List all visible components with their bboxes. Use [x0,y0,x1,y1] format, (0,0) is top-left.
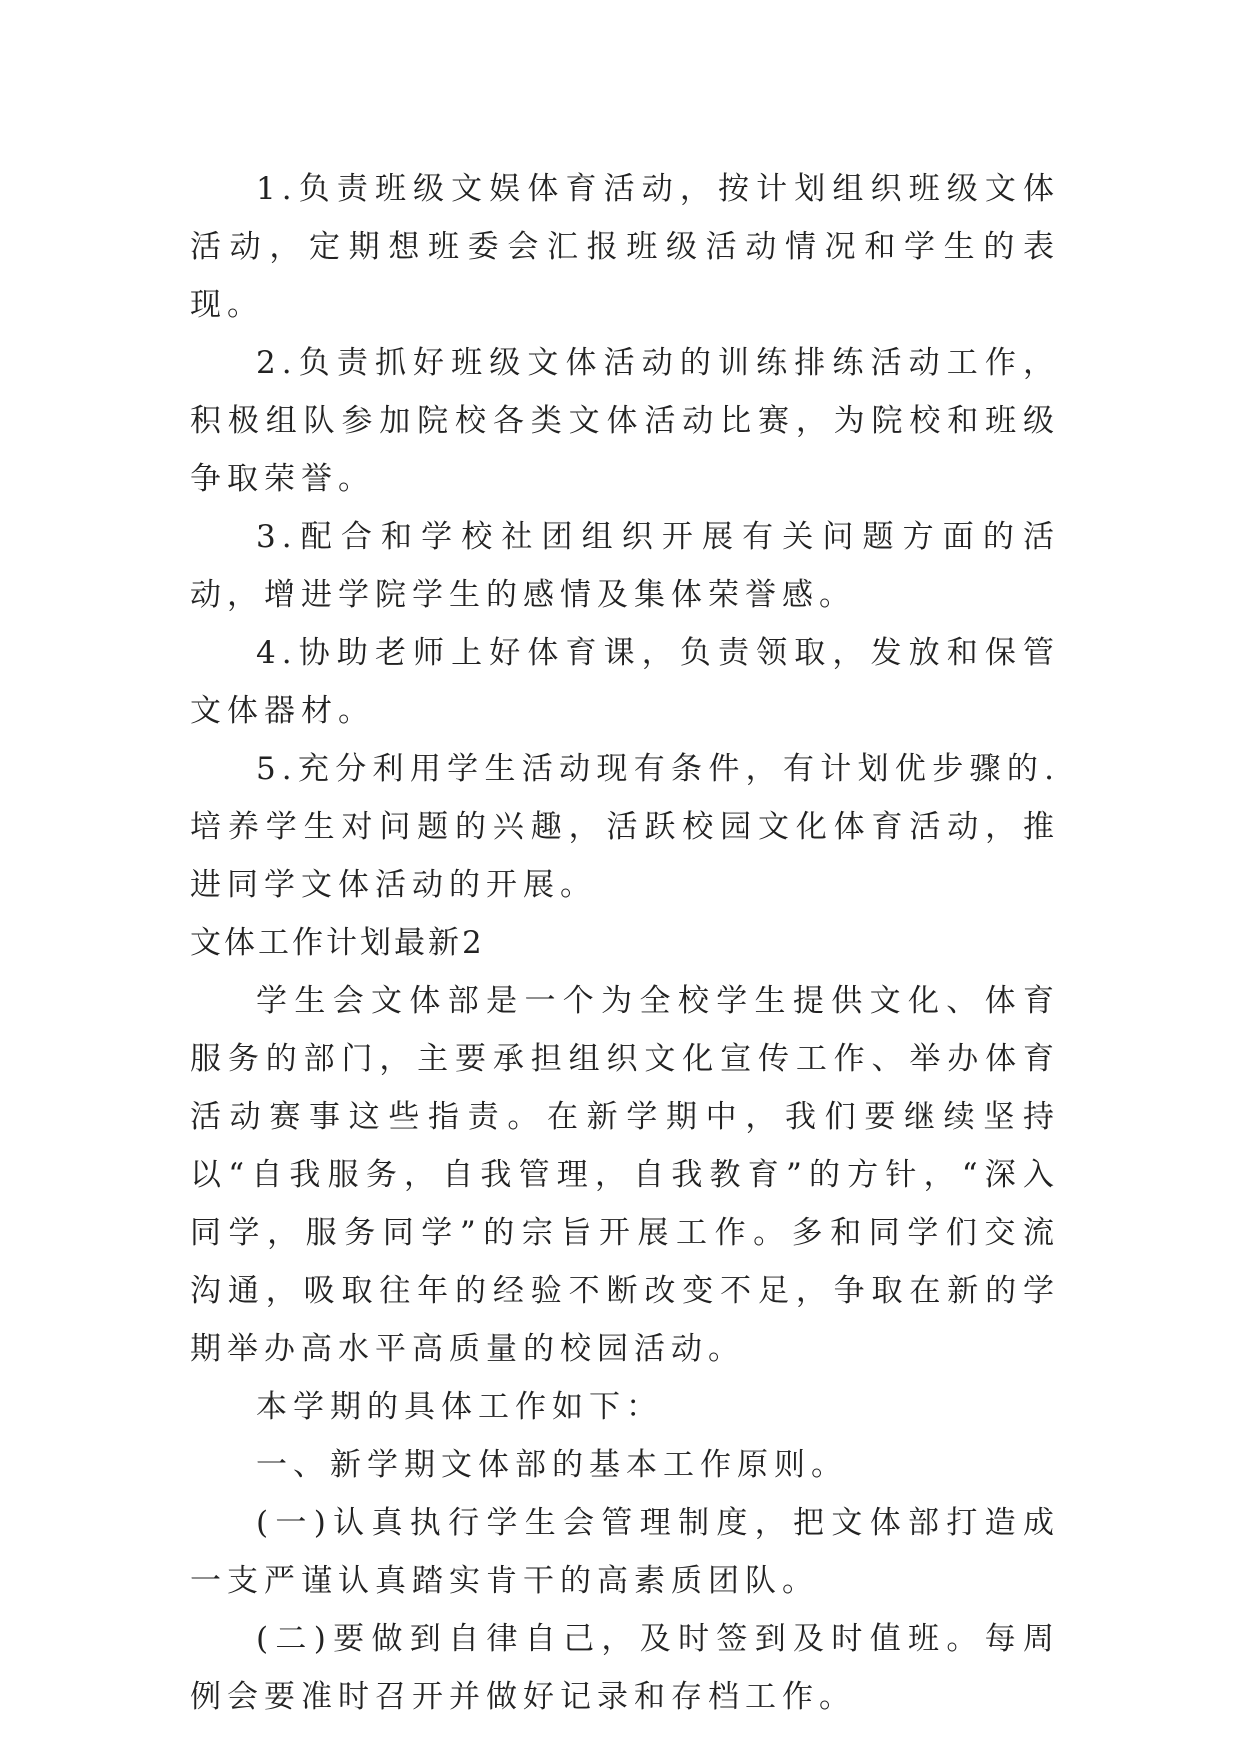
paragraph-duty-1: 1.负责班级文娱体育活动，按计划组织班级文体活动，定期想班委会汇报班级活动情况和学生的表现。 [190,171,1060,323]
paragraph-principles-title: 一、新学期文体部的基本工作原则。 [256,1447,848,1483]
paragraph-duty-2: 2.负责抓好班级文体活动的训练排练活动工作，积极组队参加院校各类文体活动比赛，为院校和班级争取荣誉。 [190,345,1060,497]
paragraph-duty-5: 5.充分利用学生活动现有条件，有计划优步骤的.培养学生对问题的兴趣，活跃校园文化体育活动，推进同学文体活动的开展。 [190,751,1060,903]
paragraph-duty-3: 3.配合和学校社团组织开展有关问题方面的活动，增进学院学生的感情及集体荣誉感。 [190,519,1060,613]
paragraph-duty-4: 4.协助老师上好体育课，负责领取，发放和保管文体器材。 [190,635,1060,729]
document-body [190,160,1060,1726]
paragraph-principle-2: (二)要做到自律自己，及时签到及时值班。每周例会要准时召开并做好记录和存档工作。 [190,1621,1060,1715]
paragraph-principle-1: (一)认真执行学生会管理制度，把文体部打造成一支严谨认真踏实肯干的高素质团队。 [190,1505,1060,1599]
paragraph-work-intro: 本学期的具体工作如下： [256,1389,663,1425]
section-heading: 文体工作计划最新2 [190,925,485,961]
paragraph-intro: 学生会文体部是一个为全校学生提供文化、体育服务的部门，主要承担组织文化宣传工作、举办体育活动赛事这些指责。在新学期中，我们要继续坚持以“自我服务，自我管理，自我教育”的方针，“深入同学，服务同学”的宗旨开展工作。多和同学们交流沟通，吸取往年的经验不断改变不足，争取在新的学期举办高水平高质量的校园活动。 [190,983,1060,1367]
